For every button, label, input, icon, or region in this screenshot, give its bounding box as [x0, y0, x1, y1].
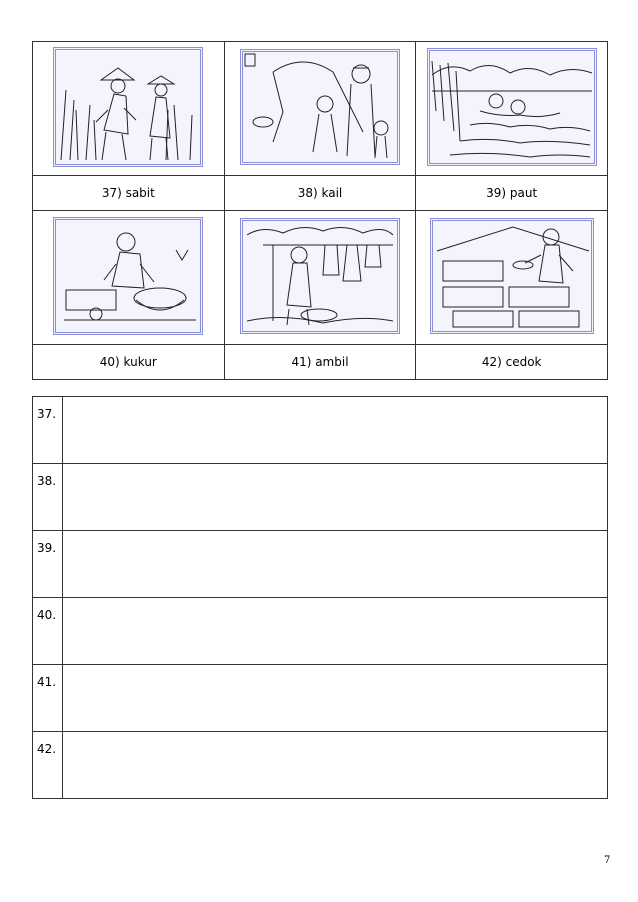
grating-coconut-icon	[53, 217, 203, 335]
picture-table	[32, 41, 608, 380]
picture-label: 42) cedok	[416, 345, 608, 380]
picture-cell-38	[224, 42, 416, 176]
picture-cell-42	[416, 211, 608, 345]
picture-cell-40	[33, 211, 225, 345]
answer-field[interactable]	[63, 464, 608, 531]
fishing-rod-icon	[240, 49, 400, 165]
picture-label: 41) ambil	[224, 345, 416, 380]
answer-field[interactable]	[63, 531, 608, 598]
answer-field[interactable]	[63, 598, 608, 665]
answer-number: 38.	[33, 464, 63, 531]
scooping-food-icon	[430, 218, 594, 334]
picture-cell-41	[224, 211, 416, 345]
answer-row	[33, 464, 608, 531]
picture-label: 39) paut	[416, 176, 608, 211]
river-swimming-icon	[427, 48, 597, 166]
page-number: 7	[604, 855, 611, 866]
taking-laundry-icon	[240, 218, 400, 334]
answer-number: 37.	[33, 397, 63, 464]
answer-number: 41.	[33, 665, 63, 732]
picture-cell-39	[416, 42, 608, 176]
harvesting-rice-icon	[53, 47, 203, 167]
answer-row	[33, 397, 608, 464]
answer-row	[33, 531, 608, 598]
picture-label: 40) kukur	[33, 345, 225, 380]
answer-table	[32, 396, 608, 799]
picture-row-2	[33, 211, 608, 345]
picture-label: 38) kail	[224, 176, 416, 211]
label-row-2	[33, 345, 608, 380]
label-row-1	[33, 176, 608, 211]
answer-number: 42.	[33, 732, 63, 799]
answer-row	[33, 665, 608, 732]
answer-field[interactable]	[63, 732, 608, 799]
answer-row	[33, 598, 608, 665]
picture-row-1	[33, 42, 608, 176]
answer-field[interactable]	[63, 397, 608, 464]
answer-number: 39.	[33, 531, 63, 598]
picture-label: 37) sabit	[33, 176, 225, 211]
answer-number: 40.	[33, 598, 63, 665]
answer-row	[33, 732, 608, 799]
answer-field[interactable]	[63, 665, 608, 732]
picture-cell-37	[33, 42, 225, 176]
